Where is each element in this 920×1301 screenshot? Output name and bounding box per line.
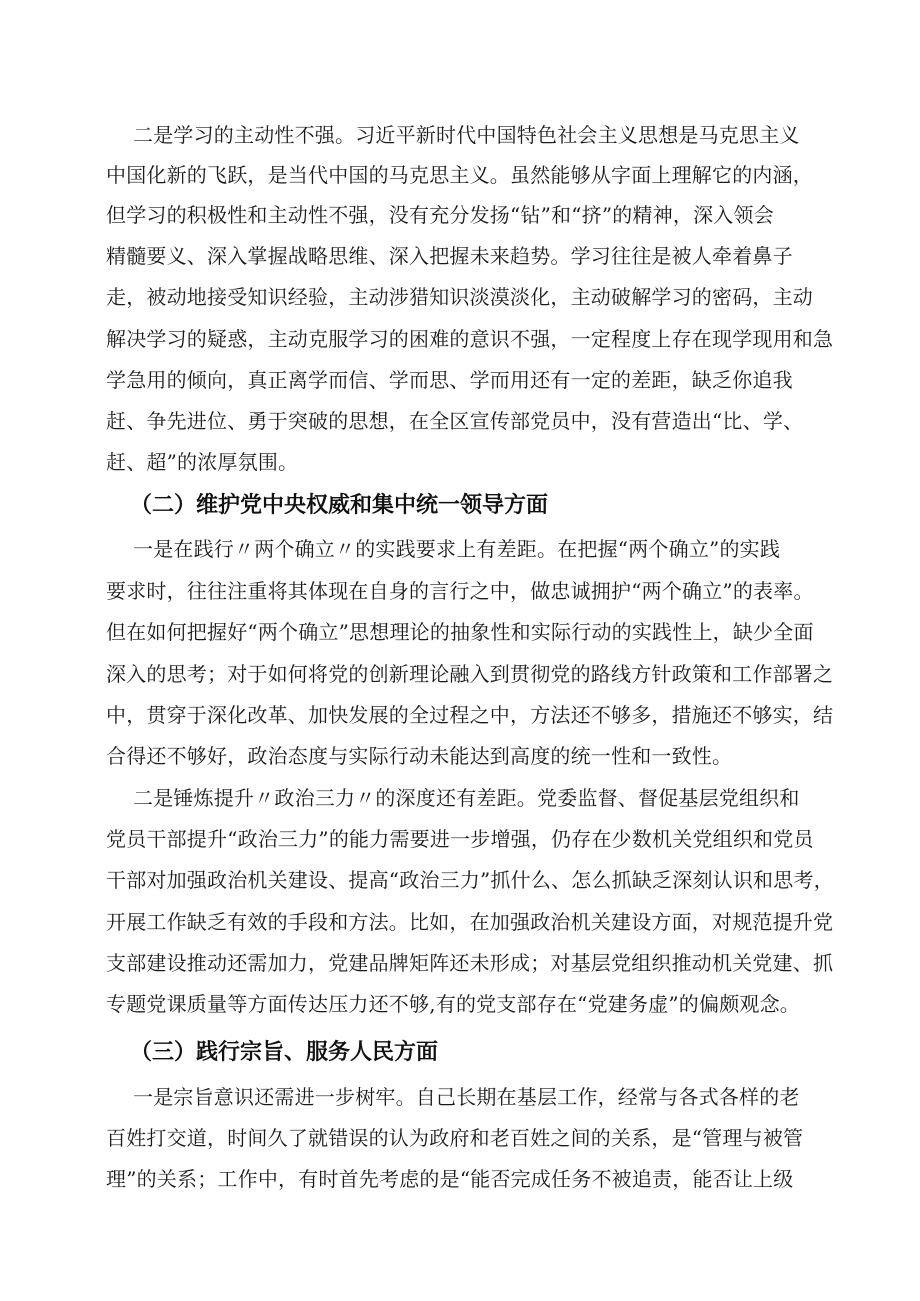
section-heading: （二）维护党中央权威和集中统一领导方面 [130,493,549,518]
text-line: 开展工作缺乏有效的手段和方法。比如，在加强政治机关建设方面，对规范提升党 [106,910,834,934]
text-line: 中，贯穿于深化改革、加快发展的全过程之中，方法还不够多，措施还不够实，结 [106,703,834,727]
text-line: 要求时，往往注重将其体现在自身的言行之中，做忠诚拥护“两个确立”的表率。 [106,579,814,603]
text-line: 二是学习的主动性不强。习近平新时代中国特色社会主义思想是马克思主义 [133,123,800,147]
text-line: 学急用的倾向，真正离学而信、学而思、学而用还有一定的差距，缺乏你追我 [106,368,793,392]
text-line: 精髓要义、深入掌握战略思维、深入把握未来趋势。学习往往是被人牵着鼻子 [106,244,793,268]
text-line: 二是锤炼提升〃政治三力〃的深度还有差距。党委监督、督促基层党组织和 [133,786,800,810]
text-line: 专题党课质量等方面传达压力还不够,有的党支部存在“党建务虚”的偏颇观念。 [106,992,801,1016]
text-line: 理”的关系；工作中，有时首先考虑的是“能否完成任务不被追责，能否让上级 [106,1167,794,1191]
text-line: 走，被动地接受知识经验，主动涉猎知识淡漠淡化，主动破解学习的密码，主动 [106,285,813,309]
text-line: 赶、争先进位、勇于突破的思想，在全区宣传部党员中，没有营造出“比、学、 [106,409,804,433]
text-line: 但在如何把握好“两个确立”思想理论的抽象性和实际行动的实践性上，缺少全面 [106,620,814,644]
text-line: 一是在践行〃两个确立〃的实践要求上有差距。在把握“两个确立”的实践 [133,537,781,561]
text-line: 一是宗旨意识还需进一步树牢。自己长期在基层工作，经常与各式各样的老 [133,1085,800,1109]
text-line: 合得还不够好，政治态度与实际行动未能达到高度的统一性和一致性。 [106,744,733,768]
text-line: 党员干部提升“政治三力”的能力需要进一步增强，仍存在少数机关党组织和党员 [106,827,814,851]
text-line: 百姓打交道，时间久了就错误的认为政府和老百姓之间的关系，是“管理与被管 [106,1126,804,1150]
text-line: 支部建设推动还需加力，党建品牌矩阵还未形成；对基层党组织推动机关党建、抓 [106,951,834,975]
text-line: 但学习的积极性和主动性不强，没有充分发扬“钻”和“挤”的精神，深入领会 [106,203,774,227]
text-line: 中国化新的飞跃，是当代中国的马克思主义。虽然能够从字面上理解它的内涵， [106,163,813,187]
text-line: 深入的思考；对于如何将党的创新理论融入到贯彻党的路线方针政策和工作部署之 [106,662,834,686]
text-line: 干部对加强政治机关建设、提高“政治三力”抓什么、怎么抓缺乏深刻认识和思考， [106,868,834,892]
text-line: 赶、超”的浓厚氛围。 [106,450,299,474]
text-line: 解决学习的疑惑，主动克服学习的困难的意识不强，一定程度上存在现学现用和急 [106,327,834,351]
section-heading: （三）践行宗旨、服务人民方面 [130,1040,439,1065]
